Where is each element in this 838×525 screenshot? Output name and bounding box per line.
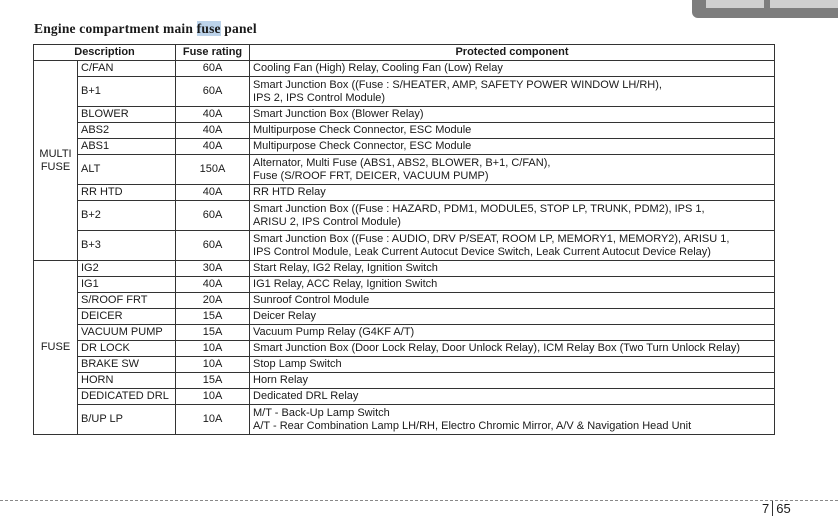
fuse-rating: 60A [176, 231, 250, 261]
table-row [34, 357, 775, 373]
fuse-name: IG2 [78, 261, 176, 277]
protected-component [250, 123, 775, 139]
table-row [34, 155, 775, 185]
table-row [34, 277, 775, 293]
table-row [34, 185, 775, 201]
fuse-rating: 60A [176, 201, 250, 231]
fuse-name: DEICER [78, 309, 176, 325]
fuse-rating: 60A [176, 77, 250, 107]
fuse-rating: 10A [176, 389, 250, 405]
protected-component [250, 185, 775, 201]
component-line: M/T - Back-Up Lamp Switch [253, 406, 390, 419]
component-line: Smart Junction Box ((Fuse : S/HEATER, AMP, SAFETY POWER WINDOW LH/RH), [253, 78, 662, 91]
fuse-name: ABS1 [78, 139, 176, 155]
title-text-end: panel [220, 21, 257, 36]
table-row [34, 405, 775, 435]
protected-component [250, 325, 775, 341]
table-row [34, 201, 775, 231]
fuse-name: HORN [78, 373, 176, 389]
fuse-rating: 20A [176, 293, 250, 309]
table-row [34, 325, 775, 341]
protected-component [250, 373, 775, 389]
component-line: Smart Junction Box (Door Lock Relay, Door Unlock Relay), ICM Relay Box (Two Turn Unlock Relay) [253, 342, 741, 354]
fuse-rating: 15A [176, 373, 250, 389]
fuse-rating: 10A [176, 357, 250, 373]
table-header-row [34, 45, 775, 61]
component-line: Fuse (S/ROOF FRT, DEICER, VACUUM PUMP) [253, 169, 489, 182]
component-line: Stop Lamp Switch [253, 358, 342, 370]
component-line: Smart Junction Box ((Fuse : AUDIO, DRV P/SEAT, ROOM LP, MEMORY1, MEMORY2), ARISU 1, [253, 232, 730, 245]
fuse-name: VACUUM PUMP [78, 325, 176, 341]
component-line: Deicer Relay [253, 310, 316, 322]
window-tab-right[interactable] [770, 0, 838, 8]
component-line: IG1 Relay, ACC Relay, Ignition Switch [253, 278, 438, 290]
fuse-name: IG1 [78, 277, 176, 293]
fuse-rating: 40A [176, 185, 250, 201]
fuse-rating: 150A [176, 155, 250, 185]
protected-component [250, 77, 775, 107]
fuse-table [33, 44, 775, 435]
fuse-rating: 15A [176, 309, 250, 325]
window-top-bar [692, 0, 838, 18]
fuse-name: ABS2 [78, 123, 176, 139]
group-label [34, 61, 78, 261]
table-row [34, 293, 775, 309]
protected-component [250, 201, 775, 231]
group-label-line: FUSE [40, 160, 71, 173]
protected-component [250, 389, 775, 405]
fuse-rating: 60A [176, 61, 250, 77]
table-row [34, 341, 775, 357]
component-line: ARISU 2, IPS Control Module) [253, 215, 401, 228]
protected-component [250, 155, 775, 185]
fuse-rating: 10A [176, 405, 250, 435]
protected-component [250, 309, 775, 325]
fuse-name: RR HTD [78, 185, 176, 201]
protected-component [250, 293, 775, 309]
group-label-line: MULTI [39, 147, 72, 160]
table-row [34, 231, 775, 261]
fuse-rating: 30A [176, 261, 250, 277]
table-row [34, 389, 775, 405]
component-line: A/T - Rear Combination Lamp LH/RH, Electro Chromic Mirror, A/V & Navigation Head Unit [253, 419, 692, 432]
component-line: Alternator, Multi Fuse (ABS1, ABS2, BLOWER, B+1, C/FAN), [253, 156, 551, 169]
fuse-rating: 40A [176, 123, 250, 139]
fuse-name: S/ROOF FRT [78, 293, 176, 309]
table-row [34, 139, 775, 155]
fuse-rating-header: Fuse rating [176, 45, 250, 61]
component-line: Smart Junction Box (Blower Relay) [253, 108, 424, 120]
component-line: IPS Control Module, Leak Current Autocut Device Switch, Leak Current Autocut Device Relay) [253, 245, 711, 258]
table-row [34, 77, 775, 107]
title-text-start: Engine compartment main [34, 21, 197, 36]
fuse-name: BLOWER [78, 107, 176, 123]
protected-component [250, 139, 775, 155]
search-highlight: fuse [196, 21, 221, 36]
window-tab-left[interactable] [706, 0, 764, 8]
fuse-rating: 10A [176, 341, 250, 357]
protected-component [250, 277, 775, 293]
protected-component [250, 231, 775, 261]
fuse-rating: 40A [176, 277, 250, 293]
fuse-name: DEDICATED DRL [78, 389, 176, 405]
fuse-rating: 40A [176, 107, 250, 123]
page-title [34, 21, 257, 37]
component-line: Start Relay, IG2 Relay, Ignition Switch [253, 262, 438, 274]
group-label [34, 261, 78, 435]
table-row [34, 373, 775, 389]
component-line: Cooling Fan (High) Relay, Cooling Fan (Low) Relay [253, 62, 503, 74]
fuse-name: ALT [78, 155, 176, 185]
table-row [34, 123, 775, 139]
page-number-value: 65 [776, 501, 791, 516]
component-line: IPS 2, IPS Control Module) [253, 91, 386, 104]
chapter-number: 7 [762, 501, 770, 516]
component-line: Smart Junction Box ((Fuse : HAZARD, PDM1, MODULE5, STOP LP, TRUNK, PDM2), IPS 1, [253, 202, 705, 215]
fuse-name: C/FAN [78, 61, 176, 77]
component-line: Horn Relay [253, 374, 309, 386]
protected-component [250, 405, 775, 435]
fuse-name: B/UP LP [78, 405, 176, 435]
table-row [34, 261, 775, 277]
component-line: RR HTD Relay [253, 186, 326, 198]
fuse-rating: 15A [176, 325, 250, 341]
table-row [34, 107, 775, 123]
footer-divider [0, 500, 838, 501]
component-line: Dedicated DRL Relay [253, 390, 359, 402]
component-line: Multipurpose Check Connector, ESC Module [253, 124, 472, 136]
protected-component [250, 341, 775, 357]
protected-component-header: Protected component [250, 45, 775, 61]
protected-component [250, 61, 775, 77]
protected-component [250, 107, 775, 123]
fuse-name: B+3 [78, 231, 176, 261]
fuse-name: B+2 [78, 201, 176, 231]
table-row [34, 309, 775, 325]
component-line: Multipurpose Check Connector, ESC Module [253, 140, 472, 152]
group-label-line: FUSE [40, 341, 71, 353]
description-header: Description [34, 45, 176, 61]
fuse-name: B+1 [78, 77, 176, 107]
fuse-rating: 40A [176, 139, 250, 155]
protected-component [250, 261, 775, 277]
page-number [762, 501, 791, 516]
fuse-name: DR LOCK [78, 341, 176, 357]
component-line: Vacuum Pump Relay (G4KF A/T) [253, 326, 415, 338]
fuse-name: BRAKE SW [78, 357, 176, 373]
component-line: Sunroof Control Module [253, 294, 370, 306]
protected-component [250, 357, 775, 373]
table-row [34, 61, 775, 77]
